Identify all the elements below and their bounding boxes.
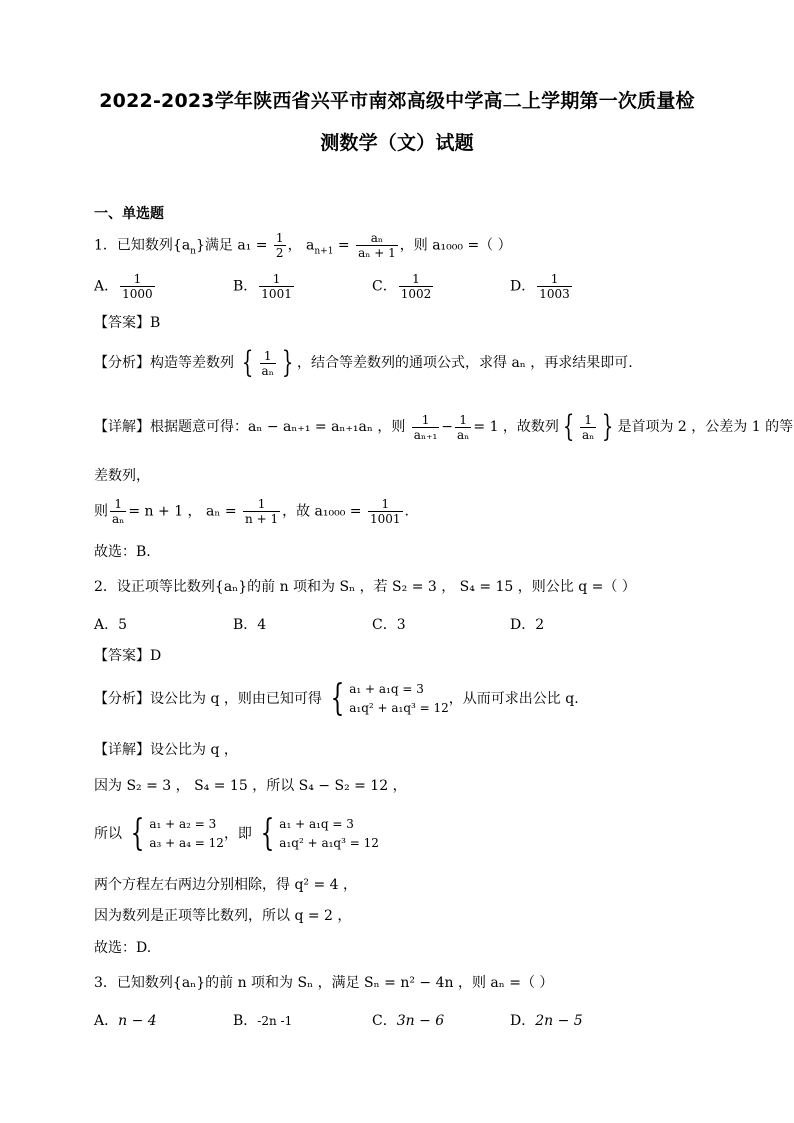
q2-detail-system-1: { a₁ + a₂ = 3 a₃ + a₄ = 12 (131, 813, 224, 854)
q2-analysis: 【分析】设公比为 q ，则由已知可得 { a₁ + a₁q = 3 a₁q² + a₁q³ = 12 ，从而可求出公比 q. (94, 678, 579, 719)
detail-tag: 【详解】 (94, 742, 150, 758)
q2-option-a: A．5 (94, 617, 128, 633)
q1-fraction-a1: $\frac{1}{2}$ (275, 231, 284, 260)
q2-option-b: B．4 (233, 617, 267, 633)
q2-answer (94, 645, 161, 665)
document-title-line-2: 测数学（文）试题 (320, 132, 474, 154)
q2-answer-value: D (150, 648, 162, 664)
q1-stem-b: }满足 a₁ = (195, 237, 268, 254)
q1-analysis-sequence: { $\frac{1}{\text{aₙ}}$ } (242, 345, 294, 380)
q2-option-d: D．2 (510, 617, 545, 633)
q1-answer (94, 312, 160, 332)
q2-detail-line-2: 因为 S₂ = 3 ， S₄ = 15 ，所以 S₄ − S₂ = 12 ， (94, 778, 407, 794)
answer-tag: 【答案】 (94, 648, 150, 664)
q2-stem: 2．设正项等比数列{aₙ}的前 n 项和为 Sₙ ，若 S₂ = 3 ， S₄ = 15 ，则公比 q =（ ） (94, 579, 636, 595)
q2-detail-system-2: { a₁ + a₁q = 3 a₁q² + a₁q³ = 12 (260, 813, 379, 854)
analysis-tag: 【分析】 (94, 355, 150, 371)
q1-option-d: D． $\frac{1}{1003}$ (510, 272, 570, 301)
q1-option-b: B． $\frac{1}{1001}$ (233, 272, 292, 301)
q3-option-a: A．n − 4 (94, 1013, 157, 1029)
q1-analysis: 【分析】构造等差数列 { $\frac{1}{\text{aₙ}}$ } ，结合等差数列的通项公式，求得 aₙ ，再求结果即可. (94, 345, 633, 380)
q2-detail-line-5: 因为数列是正项等比数列，所以 q = 2 ， (94, 908, 352, 924)
q2-option-c: C．3 (372, 617, 406, 633)
answer-tag: 【答案】 (94, 315, 150, 331)
q3-option-b: B．-2n -1 (233, 1013, 293, 1029)
q1-option-a: A． $\frac{1}{1000}$ (94, 272, 153, 301)
analysis-tag: 【分析】 (94, 691, 150, 707)
q1-stem-a: 1．已知数列{a (94, 237, 191, 254)
q3-option-d: D．2n − 5 (510, 1013, 583, 1029)
q2-choose: 故选：D. (94, 940, 152, 956)
document-title-line-1: 2022-2023学年陕西省兴平市南郊高级中学高二上学期第一次质量检 (99, 90, 695, 112)
q2-detail-line-3: 所以 { a₁ + a₂ = 3 a₃ + a₄ = 12 ，即 { a₁ + a₁q = 3 a₁q² + a₁q³ = 12 (94, 813, 379, 854)
q1-stem: 1．已知数列$\{a_n\}$满足 a₁ = $\frac{1}{2}$ ， $a_{n+1}$ = $\frac{\text{aₙ}}{\text{aₙ + 1}}$ ，则 a₁₀₀₀ =（ ） (94, 231, 512, 260)
q1-stem-c: ， a (287, 237, 315, 254)
q1-answer-value: B (150, 315, 161, 331)
q1-fraction-recurrence: $\frac{\text{aₙ}}{\text{aₙ + 1}}$ (358, 231, 396, 260)
q2-detail-line-4: 两个方程左右两边分别相除，得 q² = 4 ， (94, 877, 358, 893)
q2-analysis-system: { a₁ + a₁q = 3 a₁q² + a₁q³ = 12 (330, 678, 449, 719)
q3-stem: 3．已知数列{aₙ}的前 n 项和为 Sₙ ，满足 Sₙ = n² − 4n ，则 aₙ =（ ） (94, 975, 554, 991)
q3-option-c: C．3n − 6 (372, 1013, 445, 1029)
q1-stem-e: ，则 a₁₀₀₀ =（ ） (399, 237, 512, 254)
q1-detail-line-3: 则 $\frac{1}{\text{aₙ}}$ = n + 1 ， aₙ = $\frac{1}{n + 1}$ ，故 a₁₀₀₀ = $\frac{1}{1001}$ . (94, 497, 409, 526)
detail-tag: 【详解】 (94, 419, 150, 435)
q1-stem-d: = (333, 237, 350, 254)
section-heading: 一、单选题 (94, 206, 164, 222)
q2-detail-line-1: 【详解】设公比为 q ， (94, 742, 238, 758)
q1-choose: 故选：B. (94, 544, 151, 560)
q1-option-c: C． $\frac{1}{1002}$ (372, 272, 432, 301)
q1-detail-line-1: 【详解】根据题意可得：aₙ − aₙ₊₁ = aₙ₊₁aₙ ，则 $\frac{1}{\text{aₙ₊₁}}$ − $\frac{1}{\text{aₙ}}$ = 1 ，故数列 { $\frac{1}{\text{aₙ}}$ } 是首项为 2 ，公差为 1 的等 (94, 409, 794, 444)
q1-detail-line-2: 差数列， (94, 468, 150, 484)
